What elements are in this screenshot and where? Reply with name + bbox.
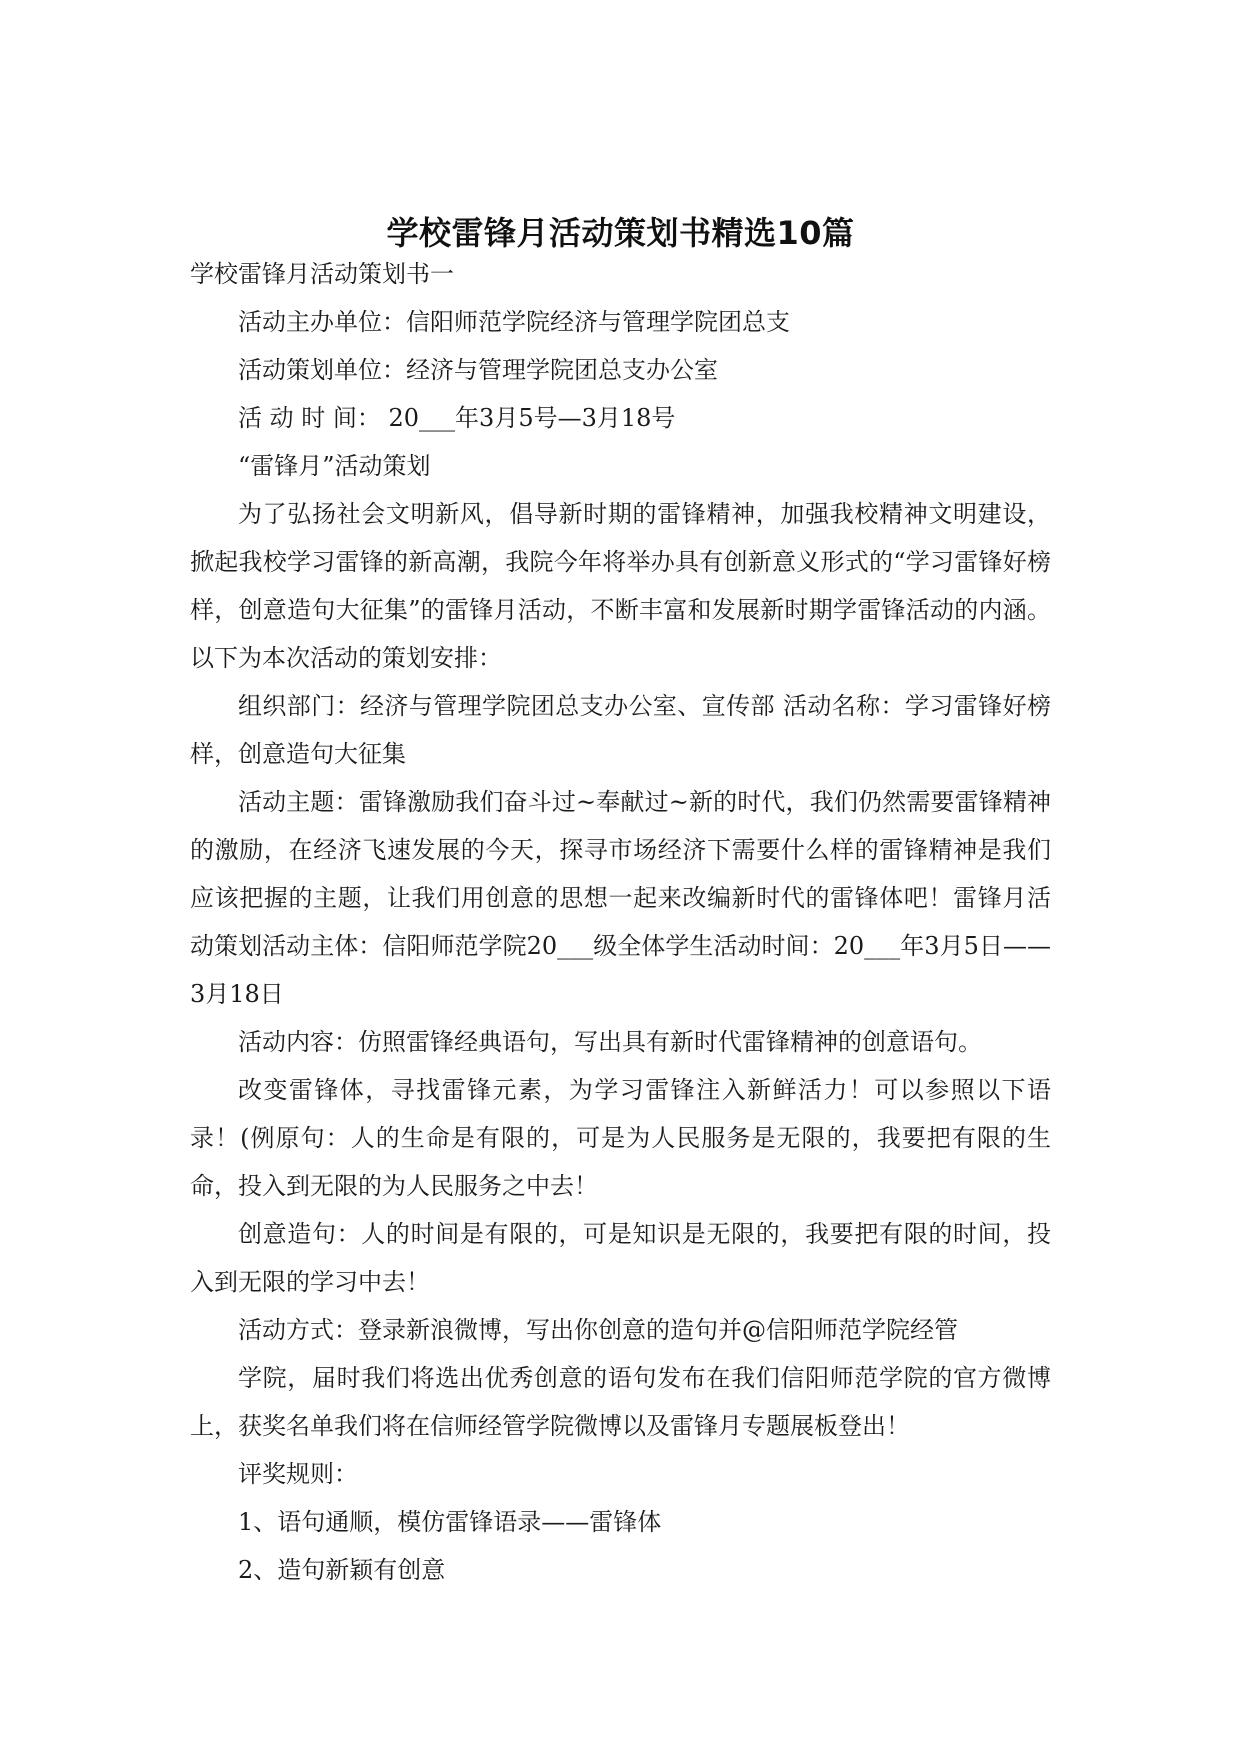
paragraph-subheading: “雷锋月”活动策划 (238, 452, 431, 480)
document-body (190, 250, 1051, 1594)
section-heading: 学校雷锋月活动策划书一 (190, 260, 454, 288)
paragraph-content: 活动内容：仿照雷锋经典语句，写出具有新时代雷锋精神的创意语句。 (238, 1028, 982, 1056)
paragraph-rule-2: 2、造句新颖有创意 (238, 1556, 446, 1584)
paragraph-time: 活 动 时 间： 20___年3月5号—3月18号 (238, 404, 676, 432)
paragraph-planner: 活动策划单位：经济与管理学院团总支办公室 (238, 356, 718, 384)
paragraph-method: 活动方式：登录新浪微博，写出你创意的造句并@信阳师范学院经管 (238, 1316, 958, 1344)
paragraph-theme: 活动主题：雷锋激励我们奋斗过~奉献过~新的时代，我们仍然需要雷锋精神的激励，在经济飞速发展的今天，探寻市场经济下需要什么样的雷锋精神是我们应该把握的主题，让我们用创意的思想一起来改编新时代的雷锋体吧！雷锋月活动策划活动主体：信阳师范学院20___级全体学生活动时间：20___年3月5日——3月18日 (190, 788, 1051, 1008)
paragraph-example: 改变雷锋体，寻找雷锋元素，为学习雷锋注入新鲜活力！可以参照以下语录！(例原句：人的生命是有限的，可是为人民服务是无限的，我要把有限的生命，投入到无限的为人民服务之中去！ (190, 1076, 1051, 1200)
paragraph-departments: 组织部门：经济与管理学院团总支办公室、宣传部 活动名称：学习雷锋好榜样，创意造句大征集 (190, 692, 1051, 768)
paragraph-intro: 为了弘扬社会文明新风，倡导新时期的雷锋精神，加强我校精神文明建设，掀起我校学习雷锋的新高潮，我院今年将举办具有创新意义形式的“学习雷锋好榜样，创意造句大征集”的雷锋月活动，不断丰富和发展新时期学雷锋活动的内涵。以下为本次活动的策划安排： (190, 500, 1051, 672)
paragraph-organizer: 活动主办单位：信阳师范学院经济与管理学院团总支 (238, 308, 790, 336)
paragraph-rules-heading: 评奖规则： (238, 1460, 358, 1488)
document-title: 学校雷锋月活动策划书精选10篇 (386, 214, 855, 253)
paragraph-rule-1: 1、语句通顺，模仿雷锋语录——雷锋体 (238, 1508, 662, 1536)
paragraph-creative: 创意造句：人的时间是有限的，可是知识是无限的，我要把有限的时间，投入到无限的学习中去！ (190, 1220, 1051, 1296)
paragraph-publish: 学院，届时我们将选出优秀创意的语句发布在我们信阳师范学院的官方微博上，获奖名单我们将在信师经管学院微博以及雷锋月专题展板登出！ (190, 1364, 1051, 1440)
